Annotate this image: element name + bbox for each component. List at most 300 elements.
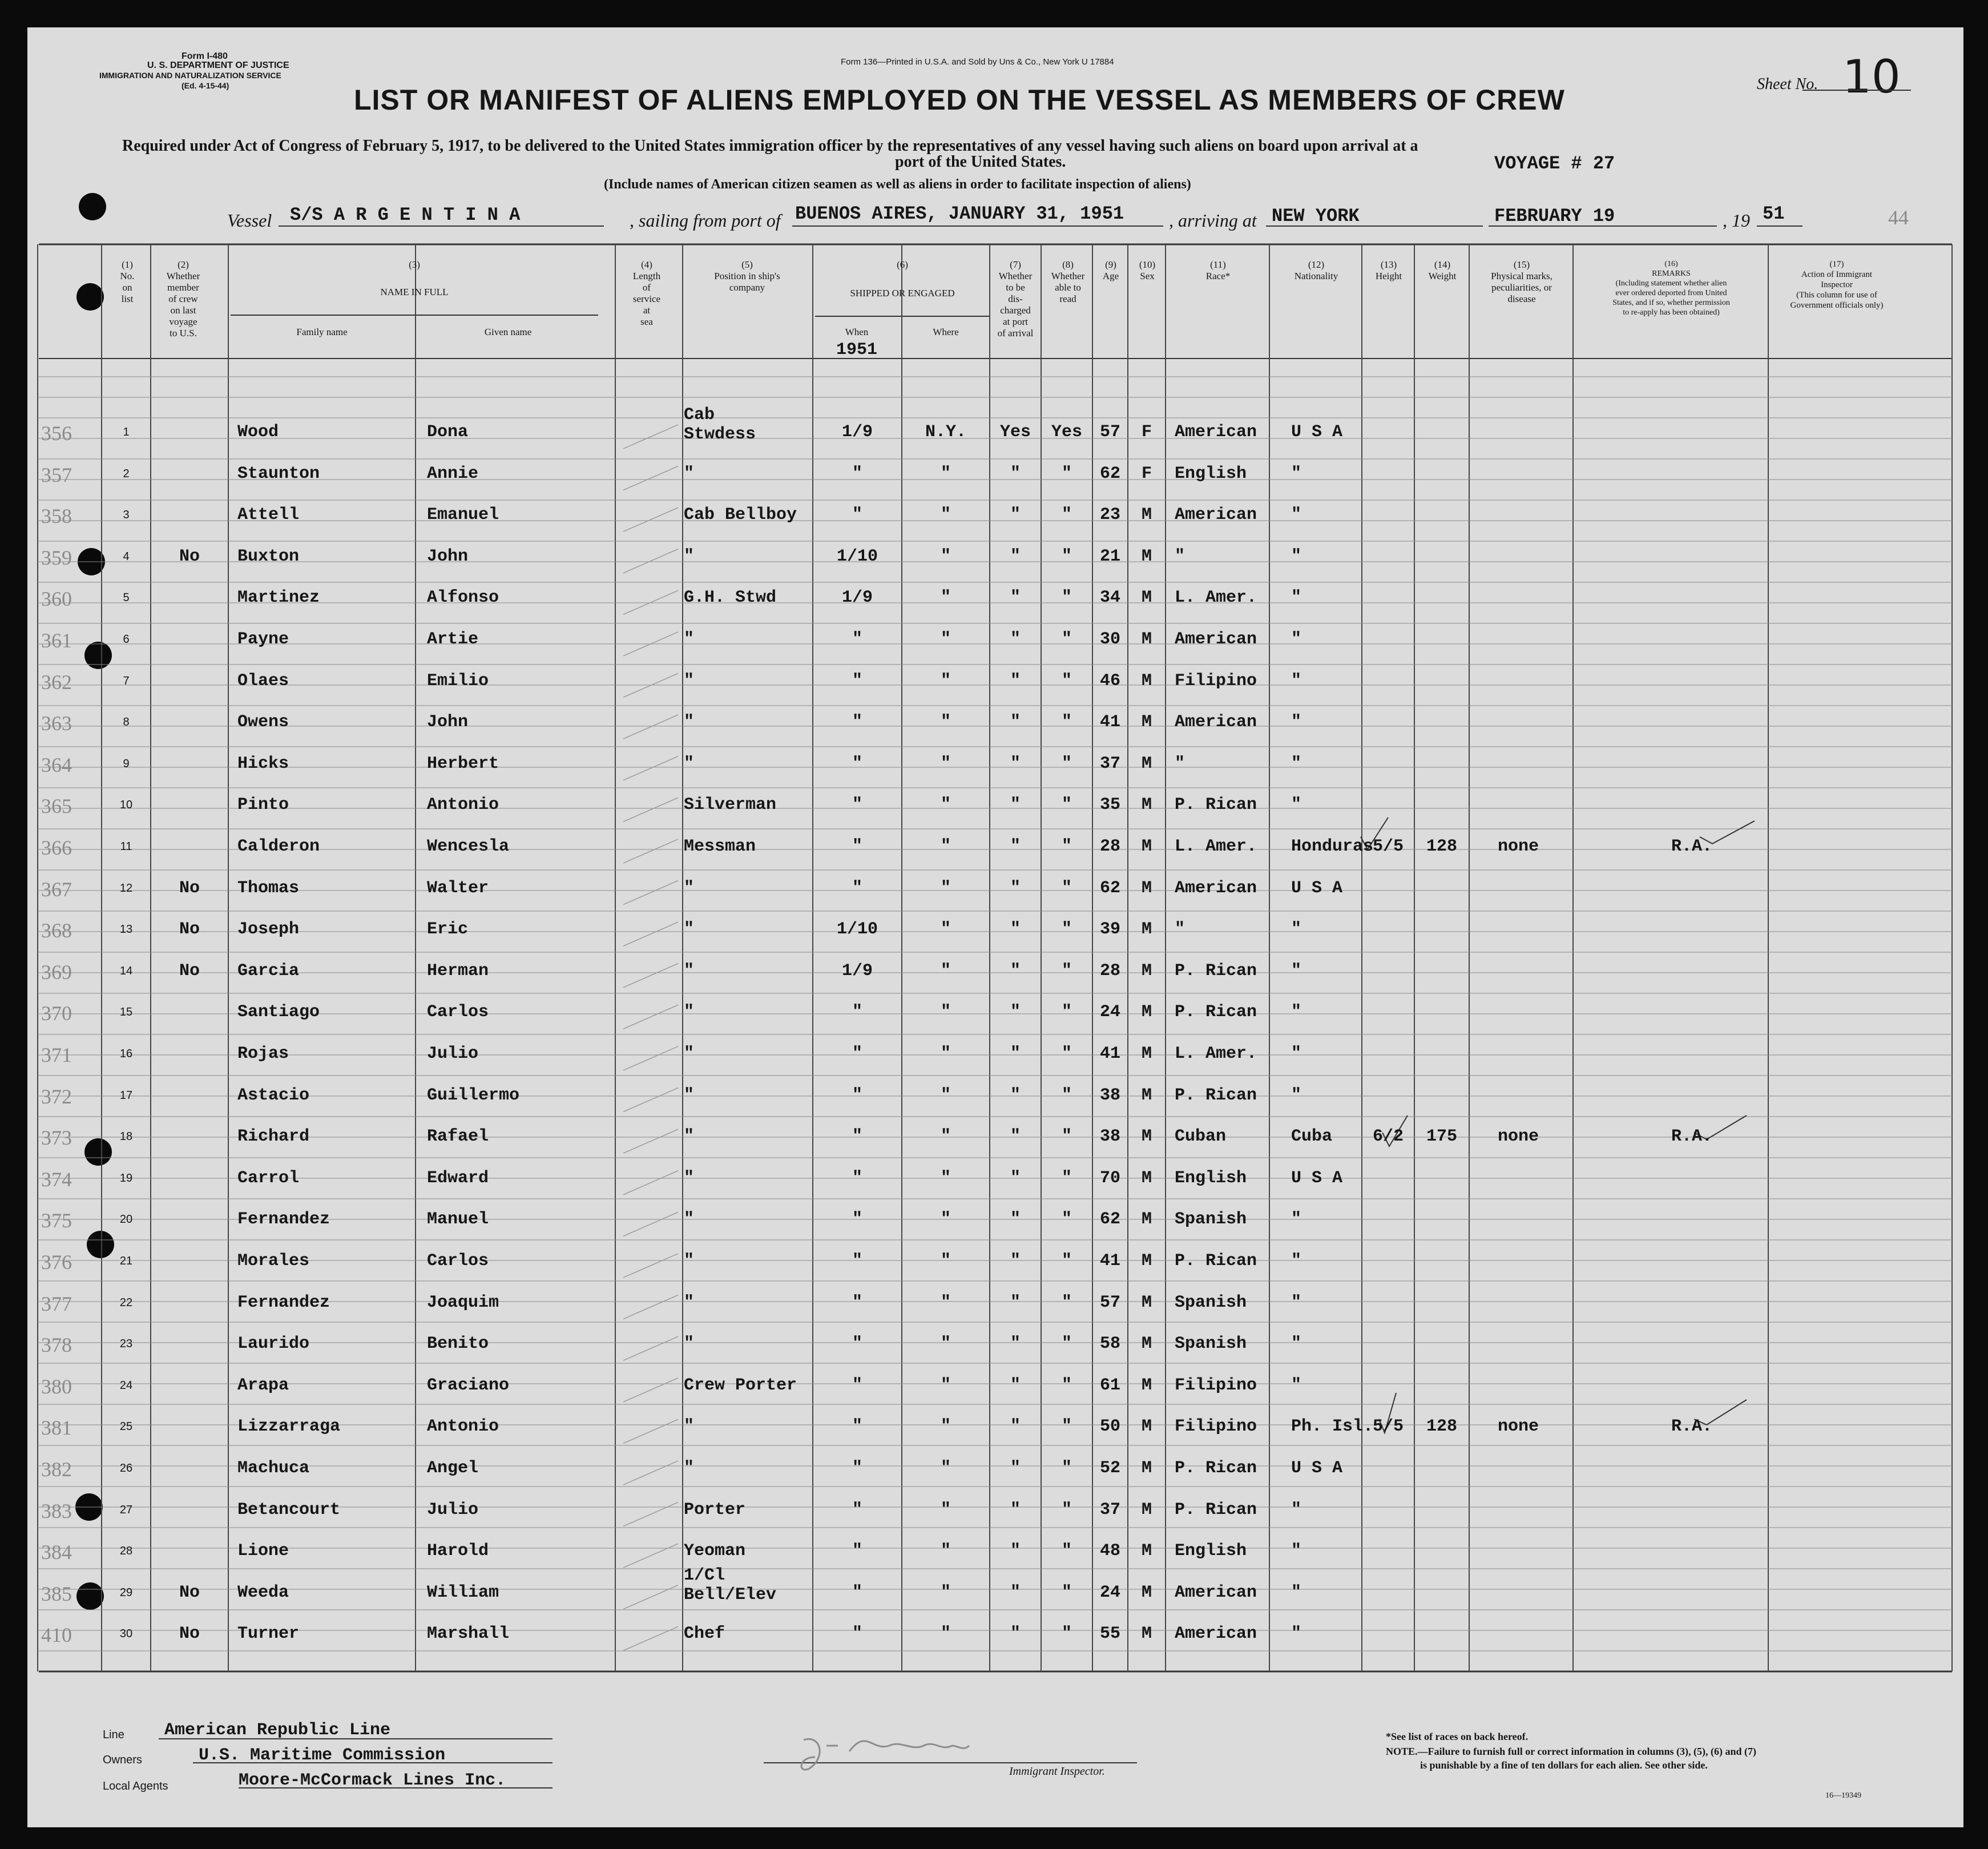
cell-position: " [684, 712, 695, 732]
cell-sex: M [1141, 1210, 1152, 1230]
list-number: 29 [119, 1586, 133, 1599]
cell-nationality: " [1291, 1375, 1302, 1395]
line-number: 369 [41, 960, 72, 984]
cell-discharged: " [1010, 464, 1021, 484]
cell-sex: M [1141, 920, 1152, 940]
table-row [27, 405, 1963, 462]
cell-nationality: " [1291, 712, 1302, 732]
list-number: 18 [119, 1130, 133, 1143]
cell-age: 37 [1099, 754, 1120, 774]
cell-age: 62 [1099, 1210, 1120, 1230]
cell-race: American [1175, 505, 1257, 525]
cell-when: " [852, 1417, 862, 1437]
cell-family: Martinez [237, 588, 320, 608]
cell-prev: No [179, 1624, 200, 1644]
cell-discharged: " [1010, 837, 1021, 856]
line-number: 377 [41, 1292, 72, 1315]
vessel-name: S/S A R G E N T I N A [290, 204, 521, 225]
cell-position: 1/Cl Bell/Elev [684, 1565, 777, 1605]
cell-sex: M [1141, 1375, 1152, 1395]
cell-discharged: " [1010, 1085, 1021, 1105]
cell-where: " [940, 878, 951, 898]
cell-where: " [940, 754, 951, 774]
list-number: 25 [119, 1420, 133, 1433]
cell-age: 41 [1099, 712, 1120, 732]
line-number: 374 [41, 1167, 72, 1191]
cell-when: " [852, 1459, 862, 1478]
cell-position: G.H. Stwd [684, 588, 777, 608]
cell-age: 38 [1099, 1127, 1120, 1147]
cell-position: " [684, 1044, 695, 1064]
line-number: 380 [41, 1375, 72, 1398]
cell-position: " [684, 1210, 695, 1230]
cell-age: 46 [1099, 671, 1120, 691]
col-9-header: (9) Age [1102, 259, 1119, 281]
cell-age: 28 [1099, 837, 1120, 856]
col-14-header: (14) Weight [1428, 259, 1457, 281]
department: U. S. DEPARTMENT OF JUSTICE [147, 61, 289, 70]
cell-read: " [1061, 1044, 1072, 1064]
cell-given: Artie [427, 630, 479, 649]
arrival-date: FEBRUARY 19 [1494, 206, 1615, 227]
cell-race: American [1175, 422, 1257, 442]
cell-nationality: U S A [1291, 422, 1343, 442]
cell-when: " [852, 1251, 862, 1271]
cell-sex: M [1141, 878, 1152, 898]
cell-position: " [684, 464, 695, 484]
cell-age: 39 [1099, 920, 1120, 940]
cell-given: Emilio [427, 671, 489, 691]
cell-where: " [940, 1500, 951, 1520]
cell-nationality: " [1291, 1624, 1302, 1644]
cell-age: 61 [1099, 1375, 1120, 1395]
cell-where: " [940, 961, 951, 981]
cell-position: Cab Stwdess [684, 405, 756, 444]
cell-where: " [940, 1085, 951, 1105]
cell-given: William [427, 1582, 499, 1602]
cell-discharged: " [1010, 1582, 1021, 1602]
manifest-sheet [27, 27, 1963, 1827]
cell-family: Pinto [237, 795, 289, 815]
cell-read: " [1061, 1085, 1072, 1105]
cell-sex: M [1141, 1292, 1152, 1312]
cell-age: 62 [1099, 464, 1120, 484]
cell-position: " [684, 878, 695, 898]
cell-discharged: " [1010, 1251, 1021, 1271]
cell-weight: 128 [1426, 837, 1457, 856]
cell-when: " [852, 1085, 862, 1105]
cell-race: American [1175, 1582, 1257, 1602]
col-3a-header: Family name [296, 327, 348, 337]
cell-where: " [940, 1459, 951, 1478]
cell-age: 37 [1099, 1500, 1120, 1520]
cell-when: " [852, 630, 862, 649]
cell-where: " [940, 1251, 951, 1271]
cell-family: Lizzarraga [237, 1417, 341, 1437]
cell-read: " [1061, 961, 1072, 981]
cell-where: " [940, 464, 951, 484]
list-number: 12 [119, 881, 133, 895]
line-number: 381 [41, 1416, 72, 1440]
cell-when: " [852, 505, 862, 525]
cell-discharged: " [1010, 920, 1021, 940]
list-number: 23 [119, 1338, 133, 1351]
col-8-header: (8) Whether able to read [1051, 259, 1085, 304]
list-number: 1 [123, 426, 130, 438]
list-number: 26 [119, 1462, 133, 1475]
table-row [27, 670, 1963, 711]
cell-nationality: " [1291, 1251, 1302, 1271]
cell-race: P. Rican [1175, 961, 1257, 981]
cell-family: Weeda [237, 1582, 289, 1602]
cell-position: " [684, 1334, 695, 1354]
cell-given: Dona [427, 422, 469, 442]
cell-age: 30 [1099, 630, 1120, 649]
table-row [27, 836, 1963, 877]
cell-family: Laurido [237, 1334, 310, 1354]
cell-given: Wencesla [427, 837, 510, 856]
cell-prev: No [179, 546, 200, 566]
line-number: 364 [41, 753, 72, 776]
cell-given: Eric [427, 920, 469, 940]
table-row [27, 711, 1963, 752]
cell-given: Julio [427, 1500, 479, 1520]
cell-nationality: " [1291, 961, 1302, 981]
table-row [27, 1001, 1963, 1042]
owners-value: U.S. Maritime Commission [199, 1746, 446, 1765]
races-note: *See list of races on back hereof. [1386, 1731, 1529, 1742]
list-number: 3 [123, 509, 130, 522]
col-10-header: (10) Sex [1139, 259, 1156, 281]
voyage-number: VOYAGE # 27 [1494, 153, 1615, 174]
cell-family: Lione [237, 1541, 289, 1561]
cell-age: 52 [1099, 1459, 1120, 1478]
col-16-header: (16) REMARKS (Including statement whether alien ever ordered deported from United States, and if so, whether permission to re-apply has been obtained) [1612, 260, 1730, 317]
cell-read: " [1061, 920, 1072, 940]
line-number: 359 [41, 546, 72, 569]
cell-family: Joseph [237, 920, 300, 940]
cell-where: " [940, 1292, 951, 1312]
cell-given: Herman [427, 961, 489, 981]
cell-prev: No [179, 961, 200, 981]
cell-position: " [684, 1085, 695, 1105]
cell-position: " [684, 630, 695, 649]
cell-given: John [427, 546, 469, 566]
year-prefix: , 19 [1723, 210, 1750, 231]
list-number: 19 [119, 1171, 133, 1185]
list-number: 17 [119, 1089, 133, 1102]
cell-race: " [1175, 920, 1185, 940]
cell-discharged: " [1010, 630, 1021, 649]
list-number: 10 [119, 799, 133, 812]
cell-discharged: " [1010, 1541, 1021, 1561]
cell-when: " [852, 1500, 862, 1520]
cell-given: Herbert [427, 754, 499, 774]
cell-read: " [1061, 1251, 1072, 1271]
cell-race: P. Rican [1175, 1459, 1257, 1478]
cell-sex: M [1141, 1002, 1152, 1022]
cell-family: Carrol [237, 1168, 300, 1188]
cell-read: " [1061, 878, 1072, 898]
cell-given: Edward [427, 1168, 489, 1188]
cell-position: " [684, 1417, 695, 1437]
form-date: (Ed. 4-15-44) [182, 81, 229, 90]
cell-remarks: R.A. [1671, 1417, 1713, 1437]
list-number: 9 [123, 757, 130, 770]
cell-when: " [852, 464, 862, 484]
cell-sex: M [1141, 1500, 1152, 1520]
line-number: 383 [41, 1499, 72, 1522]
cell-family: Rojas [237, 1044, 289, 1064]
cell-when: " [852, 1624, 862, 1644]
line-number: 360 [41, 587, 72, 611]
cell-given: Joaquim [427, 1292, 499, 1312]
table-row [27, 629, 1963, 670]
col-4-header: (4) Length of service at sea [632, 259, 661, 327]
crew-list [27, 27, 1963, 1827]
cell-position: Porter [684, 1500, 746, 1520]
cell-race: " [1175, 546, 1185, 566]
cell-family: Astacio [237, 1085, 310, 1105]
cell-sex: M [1141, 754, 1152, 774]
cell-where: " [940, 1375, 951, 1395]
cell-height: 5/5 [1372, 837, 1404, 856]
table-row [27, 1457, 1963, 1498]
cell-when: " [852, 712, 862, 732]
cell-position: " [684, 961, 695, 981]
sheet-number: 10 [1842, 50, 1901, 103]
cell-nationality: " [1291, 1292, 1302, 1312]
cell-race: L. Amer. [1175, 588, 1257, 608]
cell-where: " [940, 505, 951, 525]
cell-age: 62 [1099, 878, 1120, 898]
cell-race: Filipino [1175, 671, 1257, 691]
cell-when: " [852, 1127, 862, 1147]
cell-race: American [1175, 878, 1257, 898]
cell-prev: No [179, 1582, 200, 1602]
cell-given: Emanuel [427, 505, 499, 525]
col-6a-header: When [845, 327, 869, 337]
cell-nationality: U S A [1291, 1459, 1343, 1478]
cell-discharged: " [1010, 546, 1021, 566]
subtitle-line-1: Required under Act of Congress of February 5, 1917, to be delivered to the United States immigration officer by the representatives of any vessel having such aliens on board upon arrival at a [122, 137, 1418, 155]
cell-sex: M [1141, 1168, 1152, 1188]
col-6b-header: Where [933, 327, 959, 337]
cell-race: English [1175, 1541, 1247, 1561]
printer-note: Form 136—Printed in U.S.A. and Sold by Uns & Co., New York U 17884 [841, 57, 1114, 67]
cell-given: Harold [427, 1541, 489, 1561]
line-number: 358 [41, 505, 72, 528]
cell-where: " [940, 1582, 951, 1602]
cell-race: American [1175, 630, 1257, 649]
cell-when: " [852, 878, 862, 898]
cell-position: Yeoman [684, 1541, 746, 1561]
cell-position: " [684, 1168, 695, 1188]
line-number: 357 [41, 463, 72, 486]
cell-when: " [852, 1375, 862, 1395]
cell-when: " [852, 1292, 862, 1312]
cell-race: American [1175, 1624, 1257, 1644]
fine-note-1: NOTE.—Failure to furnish full or correct information in columns (3), (5), (6) and (7) [1386, 1746, 1756, 1757]
cell-discharged: " [1010, 1500, 1021, 1520]
cell-age: 70 [1099, 1168, 1120, 1188]
cell-position: " [684, 754, 695, 774]
list-number: 15 [119, 1006, 133, 1019]
cell-given: Rafael [427, 1127, 489, 1147]
cell-discharged: " [1010, 1334, 1021, 1354]
list-number: 7 [123, 674, 130, 687]
list-number: 27 [119, 1503, 133, 1516]
cell-where: " [940, 1168, 951, 1188]
cell-given: Alfonso [427, 588, 499, 608]
cell-race: P. Rican [1175, 1002, 1257, 1022]
cell-sex: M [1141, 1541, 1152, 1561]
cell-read: " [1061, 546, 1072, 566]
cell-where: " [940, 837, 951, 856]
col-3-title: NAME IN FULL [380, 287, 449, 297]
cell-when: 1/9 [841, 588, 873, 608]
line-number: 356 [41, 422, 72, 445]
cell-position: " [684, 1251, 695, 1271]
cell-given: Guillermo [427, 1085, 520, 1105]
cell-where: " [940, 1210, 951, 1230]
cell-sex: M [1141, 1582, 1152, 1602]
year-suffix: 51 [1763, 203, 1785, 224]
table-row [27, 1043, 1963, 1084]
cell-where: N.Y. [925, 422, 966, 442]
cell-nationality: " [1291, 505, 1302, 525]
cell-family: Attell [237, 505, 300, 525]
cell-where: " [940, 1044, 951, 1064]
cell-discharged: " [1010, 1168, 1021, 1188]
cell-read: " [1061, 1582, 1072, 1602]
table-row [27, 1085, 1963, 1126]
list-number: 30 [119, 1628, 133, 1641]
cell-age: 57 [1099, 1292, 1120, 1312]
cell-given: Graciano [427, 1375, 510, 1395]
cell-family: Fernandez [237, 1210, 330, 1230]
cell-age: 21 [1099, 546, 1120, 566]
cell-race: P. Rican [1175, 1500, 1257, 1520]
cell-discharged: " [1010, 1127, 1021, 1147]
cell-position: Chef [684, 1624, 725, 1644]
line-number: 361 [41, 629, 72, 652]
table-row [27, 960, 1963, 1001]
table-row [27, 1292, 1963, 1333]
cell-read: Yes [1051, 422, 1082, 442]
cell-nationality: " [1291, 671, 1302, 691]
table-row [27, 1416, 1963, 1457]
owners-label: Owners [103, 1754, 142, 1766]
table-row [27, 1209, 1963, 1250]
cell-position: " [684, 1292, 695, 1312]
cell-position: " [684, 920, 695, 940]
table-row [27, 1250, 1963, 1291]
vessel-label: Vessel [227, 210, 272, 231]
cell-race: Filipino [1175, 1417, 1257, 1437]
col-13-header: (13) Height [1375, 259, 1402, 281]
cell-discharged: " [1010, 505, 1021, 525]
cell-when: " [852, 1210, 862, 1230]
cell-where: " [940, 546, 951, 566]
cell-read: " [1061, 1541, 1072, 1561]
cell-sex: M [1141, 837, 1152, 856]
cell-given: Marshall [427, 1624, 510, 1644]
cell-discharged: " [1010, 1459, 1021, 1478]
table-row [27, 877, 1963, 919]
cell-age: 48 [1099, 1541, 1120, 1561]
subtitle-line-2: port of the United States. [895, 153, 1066, 171]
line-number: 363 [41, 712, 72, 735]
cell-when: " [852, 754, 862, 774]
cell-family: Santiago [237, 1002, 320, 1022]
cell-sex: M [1141, 1624, 1152, 1644]
cell-position: Crew Porter [684, 1375, 797, 1395]
list-number: 24 [119, 1379, 133, 1392]
cell-read: " [1061, 671, 1072, 691]
table-row [27, 463, 1963, 504]
cell-nationality: Honduras [1291, 837, 1374, 856]
cell-where: " [940, 1002, 951, 1022]
table-row [27, 1499, 1963, 1540]
cell-family: Thomas [237, 878, 300, 898]
list-number: 14 [119, 964, 133, 977]
cell-weight: 128 [1426, 1417, 1457, 1437]
line-number: 372 [41, 1085, 72, 1108]
col-2-header: (2) Whether member of crew on last voyage to U.S. [166, 259, 200, 339]
table-row [27, 587, 1963, 628]
cell-position: Cab Bellboy [684, 505, 797, 525]
cell-nationality: Ph. Isl. [1291, 1417, 1374, 1437]
agents-value: Moore-McCormack Lines Inc. [239, 1771, 506, 1790]
cell-age: 34 [1099, 588, 1120, 608]
arriving-label: , arriving at [1169, 210, 1257, 231]
cell-family: Richard [237, 1127, 310, 1147]
cell-nationality: " [1291, 1085, 1302, 1105]
line-number: 373 [41, 1126, 72, 1150]
cell-age: 41 [1099, 1044, 1120, 1064]
cell-where: " [940, 1334, 951, 1354]
cell-read: " [1061, 795, 1072, 815]
cell-race: P. Rican [1175, 1085, 1257, 1105]
cell-family: Hicks [237, 754, 289, 774]
table-row [27, 794, 1963, 835]
cell-read: " [1061, 1417, 1072, 1437]
cell-where: " [940, 671, 951, 691]
margin-number: 44 [1888, 206, 1909, 229]
cell-family: Olaes [237, 671, 289, 691]
cell-sex: M [1141, 505, 1152, 525]
list-number: 8 [123, 716, 130, 729]
cell-age: 55 [1099, 1624, 1120, 1644]
line-number: 367 [41, 877, 72, 901]
line-number: 385 [41, 1582, 72, 1605]
cell-where: " [940, 795, 951, 815]
cell-nationality: " [1291, 464, 1302, 484]
agents-label: Local Agents [103, 1780, 168, 1792]
cell-read: " [1061, 1459, 1072, 1478]
cell-when: 1/10 [836, 546, 878, 566]
cell-nationality: " [1291, 1210, 1302, 1230]
cell-where: " [940, 588, 951, 608]
cell-read: " [1061, 1210, 1072, 1230]
cell-read: " [1061, 1375, 1072, 1395]
sailing-label: , sailing from port of [630, 210, 781, 231]
cell-read: " [1061, 505, 1072, 525]
table-row [27, 1540, 1963, 1581]
cell-nationality: " [1291, 1334, 1302, 1354]
cell-discharged: " [1010, 1044, 1021, 1064]
